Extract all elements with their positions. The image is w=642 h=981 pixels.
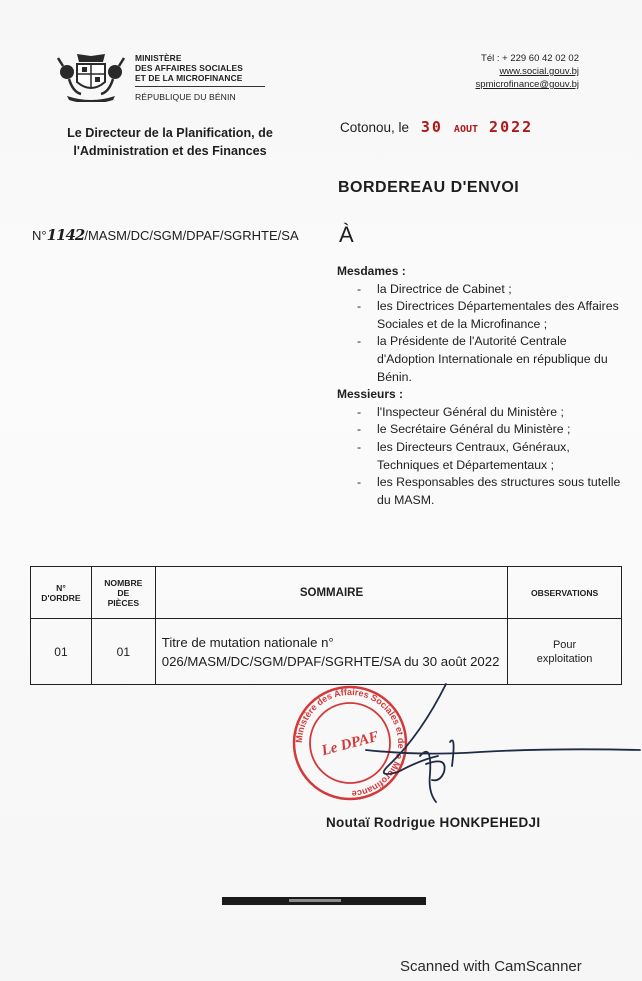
reference-number [32,226,299,244]
recipients-list [337,263,627,509]
observation-line: Pour [552,638,577,651]
stamp-and-signature [270,676,642,816]
summary-column-header: SOMMAIRE [155,567,507,619]
recipient-group-title: Mesdames : [337,264,406,278]
official-stamp-icon [294,687,406,799]
pieces-cell: 01 [91,619,155,685]
list-item: - les Directeurs Centraux, Généraux, Techniques et Départementaux ; [337,439,627,474]
director-title-line: Le Directeur de la Planification, de [67,126,273,140]
recipient-group-list [337,281,627,387]
ministry-line: DES AFFAIRES SOCIALES [135,63,243,73]
scanner-watermark: Scanned with CamScanner [400,958,582,975]
stamp-ring-text: Ministère des Affaires Sociales et de la Microfinance [293,686,407,800]
header-line: D'ORDRE [41,592,81,603]
place-date [340,118,533,136]
list-item: - le Secrétaire Général du Ministère ; [337,421,627,439]
pieces-column-header [91,567,155,619]
list-item: - les Responsables des structures sous tutelle du MASM. [337,474,627,509]
document-title: BORDEREAU D'ENVOI [338,179,520,196]
phone-number: Tél : + 229 60 42 02 02 [481,53,579,64]
list-item: - l'Inspecteur Général du Ministère ; [337,404,627,422]
handwritten-date [421,118,533,136]
header-line: PIÈCES [107,597,140,608]
recipient-group-list [337,404,627,510]
redaction-bar-gap [289,899,341,902]
redaction-bar [222,897,426,905]
stamp-center-text: Le DPAF [319,728,381,760]
header-line: NOMBRE [104,577,143,588]
observations-cell [508,619,622,685]
ministry-heading [135,53,265,102]
list-item: - la Présidente de l'Autorité Centrale d'Adoption Internationale en république du Bénin. [337,333,627,386]
observations-column-header: OBSERVATIONS [508,567,622,619]
order-cell: 01 [31,619,92,685]
coat-of-arms-icon [55,52,127,102]
date-day: 30 [420,118,443,136]
dispatch-table [30,566,622,685]
city-label: Cotonou, le [340,120,410,135]
director-title-line: l'Administration et des Finances [73,144,267,158]
list-item: - les Directrices Départementales des Affaires Sociales et de la Microfinance ; [337,298,627,333]
summary-cell: Titre de mutation nationale n° 026/MASM/DC/SGM/DPAF/SGRHTE/SA du 30 août 2022 [155,619,507,685]
director-title [30,124,310,160]
recipient-group-title: Messieurs : [337,387,404,402]
republic-label: RÉPUBLIQUE DU BÉNIN [135,92,236,102]
addressee-label: À [339,222,354,247]
date-month: AOUT [453,124,479,135]
table-header-row [31,567,622,619]
ministry-line: MINISTÈRE [135,53,182,63]
order-column-header [31,567,92,619]
date-year: 2022 [489,118,534,136]
list-item: - la Directrice de Cabinet ; [337,281,627,299]
ministry-line: ET DE LA MICROFINANCE [135,73,243,83]
website-link[interactable]: www.social.gouv.bj [499,66,579,77]
observation-line: exploitation [536,652,593,665]
handwritten-reference-number: 1142 [46,226,85,244]
ministry-divider [135,86,265,87]
signatory-name: Noutaï Rodrigue HONKPEHEDJI [326,815,541,830]
reference-suffix: /MASM/DC/SGM/DPAF/SGRHTE/SA [84,228,299,243]
header-line: DE [117,587,130,598]
header-line: N° [56,582,66,593]
email-link[interactable]: spmicrofinance@gouv.bj [475,79,579,90]
contact-block [476,52,579,91]
table-row [31,619,622,685]
reference-prefix: N° [32,228,47,243]
